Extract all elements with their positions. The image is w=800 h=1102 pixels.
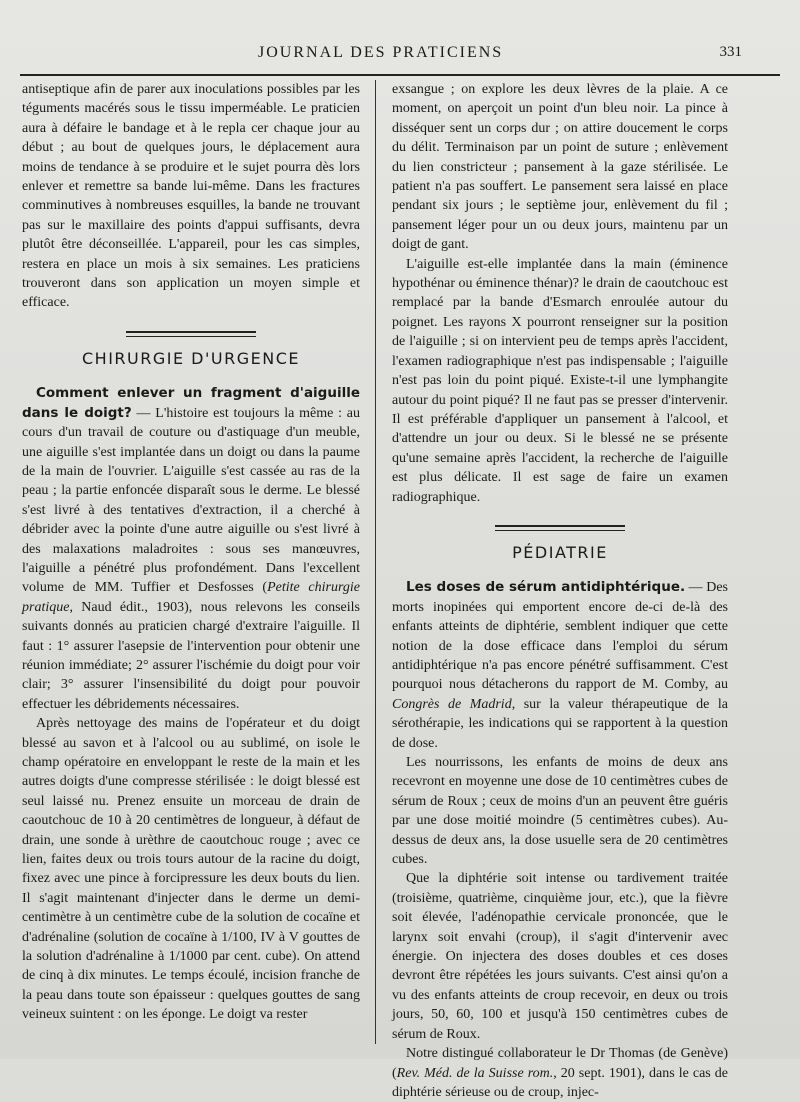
article-paragraph xyxy=(22,384,360,714)
intro-paragraph: antiseptique afin de parer aux inoculations possibles par les téguments macérés sous le tissu imperméable. Le praticien aura à défaire le bandage et à le repla cer chaque jour au début ; au bout de quelques jours, le déplacement aura moins de tendance à se produire et le sujet pourra dès lors enlever et remettre sa bande lui-même. Dans les fractures comminutives à nombreuses esquilles, la bande ne trouvant pas sur le maxillaire des points d'appui suffisants, devra plutôt être déconseillée. L'appareil, pour les cas simples, restera en place un mois à six semaines. Les praticiens trouveront dans son application un moyen simple et efficace. xyxy=(22,82,360,311)
heading-rules xyxy=(126,331,256,337)
article-text: — L'histoire est toujours la même : au cours d'un travail de couture ou d'astiquage d'un meuble, une aiguille s'est implantée dans un doigt ou dans la paume de la main de l'ouvrier. L'aiguille s'est cassée au ras de la peau ; la partie enfoncée disparaît sous le derme. Le blessé s'est livré à des tentatives d'extraction, il a cherché à débrider avec la pointe d'une autre aiguille ou s'est livré à des malaxations maladroites : sous ses manœuvres, l'aiguille a pénétré plus profondément. Dans l'excellent volume de MM. Tuffier et Desfosses ( xyxy=(22,405,360,596)
article-paragraph: Les nourrissons, les enfants de moins de deux ans recevront en moyenne une dose de 10 centimètres cubes de sérum de Roux ; ceux de moins d'un an peuvent être guéris par une dose moitié moindre (5 centimètres cubes). Au-dessus de deux ans, la dose usuelle sera de 20 centimètres cubes. xyxy=(392,755,728,868)
continuation-paragraph: L'aiguille est-elle implantée dans la main (éminence hypothénar ou éminence thénar)? le drain de caoutchouc est remplacé par la bande d'Esmarch enroulée autour du poignet. Les rayons X pourront renseigner sur la position de l'aiguille ; si on intervient peu de temps après l'accident, l'examen radiographique n'est pas indispensable ; l'aiguille n'est pas loin du point piqué. Existe-t-il une lymphangite autour du point piqué? Il ne faut pas se presser d'intervenir. Il est préférable d'appliquer un pansement à l'alcool, et d'attendre un jour ou deux. Si le blessé ne se présente qu'une semaine après l'accident, la recherche de l'aiguille est plus délicate. Il est sage de faire un examen radiographique. xyxy=(392,256,728,505)
section-heading-pediatrie xyxy=(392,525,728,564)
article-text: , 20 sept. 1901), dans le cas de diphtérie sérieuse ou de croup, injec- xyxy=(392,1065,728,1100)
journal-citation: Rev. Méd. de la Suisse rom. xyxy=(396,1065,554,1081)
article-text: — Des morts inopinées qui emportent encore de-ci de-là des enfants atteints de diphtérie, semblent indiquer que cette notion de la dose efficace dans l'emploi du sérum antidiphtérique n'a pas encore pénétré suffisamment. C'est pourquoi nous détacherons du rapport de M. Comby, au xyxy=(392,580,728,693)
article-title: Comment enlever un fragment d'aiguille dans le doigt? xyxy=(22,385,360,421)
congress-name: Congrès de Madrid xyxy=(392,696,512,712)
section-heading-label: PÉDIATRIE xyxy=(512,542,608,562)
article-paragraph xyxy=(392,1044,728,1102)
running-title: JOURNAL DES PRATICIENS xyxy=(258,44,504,61)
column-divider xyxy=(375,80,376,1044)
header-rule xyxy=(20,74,780,76)
section-heading-chirurgie xyxy=(22,331,360,370)
article-text: Notre distingué collaborateur le Dr Thomas (de Genève) ( xyxy=(392,1046,728,1081)
article-title: Les doses de sérum antidiphtérique. xyxy=(406,579,686,596)
heading-rules xyxy=(495,525,625,531)
right-column xyxy=(392,80,728,1102)
page-number: 331 xyxy=(719,44,742,60)
article-paragraph: Que la diphtérie soit intense ou tardivement traitée (troisième, quatrième, cinquième jour, etc.), que la fièvre soit élevée, l'adénopathie cervicale prononcée, que le larynx soit envahi (croup), il s'agit d'intervenir avec énergie. On injectera des doses doubles et ces doses devront être répétées les jours suivants. C'est ainsi qu'on a vu des enfants atteints de croup recevoir, en deux ou trois jours, 50, 60, 100 et jusqu'à 150 centimètres cubes de sérum de Roux. xyxy=(392,871,728,1042)
section-heading-label: CHIRURGIE D'URGENCE xyxy=(82,348,300,368)
article-text: , Naud édit., 1903), nous relevons les conseils suivants donnés au praticien chargé d'extraire l'aiguille. Il faut : 1° assurer l'asepsie de l'intervention pour obtenir une réunion immédiate; 2° assurer l'ischémie du doigt pour voir clair; 3° assurer l'insensibilité du doigt pour pouvoir effectuer les débridements nécessaires. xyxy=(22,599,360,712)
left-column xyxy=(22,80,360,1025)
article-paragraph xyxy=(392,578,728,753)
book-title: Petite chirurgie pratique xyxy=(22,580,360,615)
article-paragraph: Après nettoyage des mains de l'opérateur et du doigt blessé au savon et à l'alcool ou au sublimé, on isole le champ opératoire en enveloppant le reste de la main et les autres doigts d'une compresse stérilisée : le doigt blessé est seul laissé nu. Prenez ensuite un morceau de drain de caoutchouc de 10 à 20 centimètres de longueur, à défaut de drain, une sonde à urèthre de caoutchouc rouge ; avec ce lien, faites deux ou trois tours autour de la racine du doigt, fixez avec une pince à forcipressure les deux bouts du lien. Il s'agit maintenant d'injecter dans le derme un demi-centimètre à un centimètre cube de la solution de cocaïne et d'adrénaline (solution de cocaïne à 1/100, IV à V gouttes de la solution d'adrénaline à 1/1000 par cent. cube). On attend de cinq à dix minutes. Le temps écoulé, incision franche de la peau dans toute son épaisseur : quelques gouttes de sang veineux suintent : on les éponge. Le doigt va rester xyxy=(22,716,360,1023)
running-head xyxy=(0,38,800,68)
article-text: , sur la valeur thérapeutique de la sérothérapie, les indications qui se rapportent à la question de dose. xyxy=(392,696,728,751)
continuation-paragraph: exsangue ; on explore les deux lèvres de la plaie. A ce moment, on aperçoit un point d'un bleu noir. La pince à disséquer sent un corps dur ; on attire doucement le corps du délit. Terminaison par un point de suture ; enlèvement du lien constricteur ; pansement à la gaze stérilisée. Le patient n'a pas souffert. Le pansement sera laissé en place pendant six jours ; le septième jour, enlèvement du fil ; pansement léger pour un ou deux jours, maintenu par un doigt de gant. xyxy=(392,82,728,253)
